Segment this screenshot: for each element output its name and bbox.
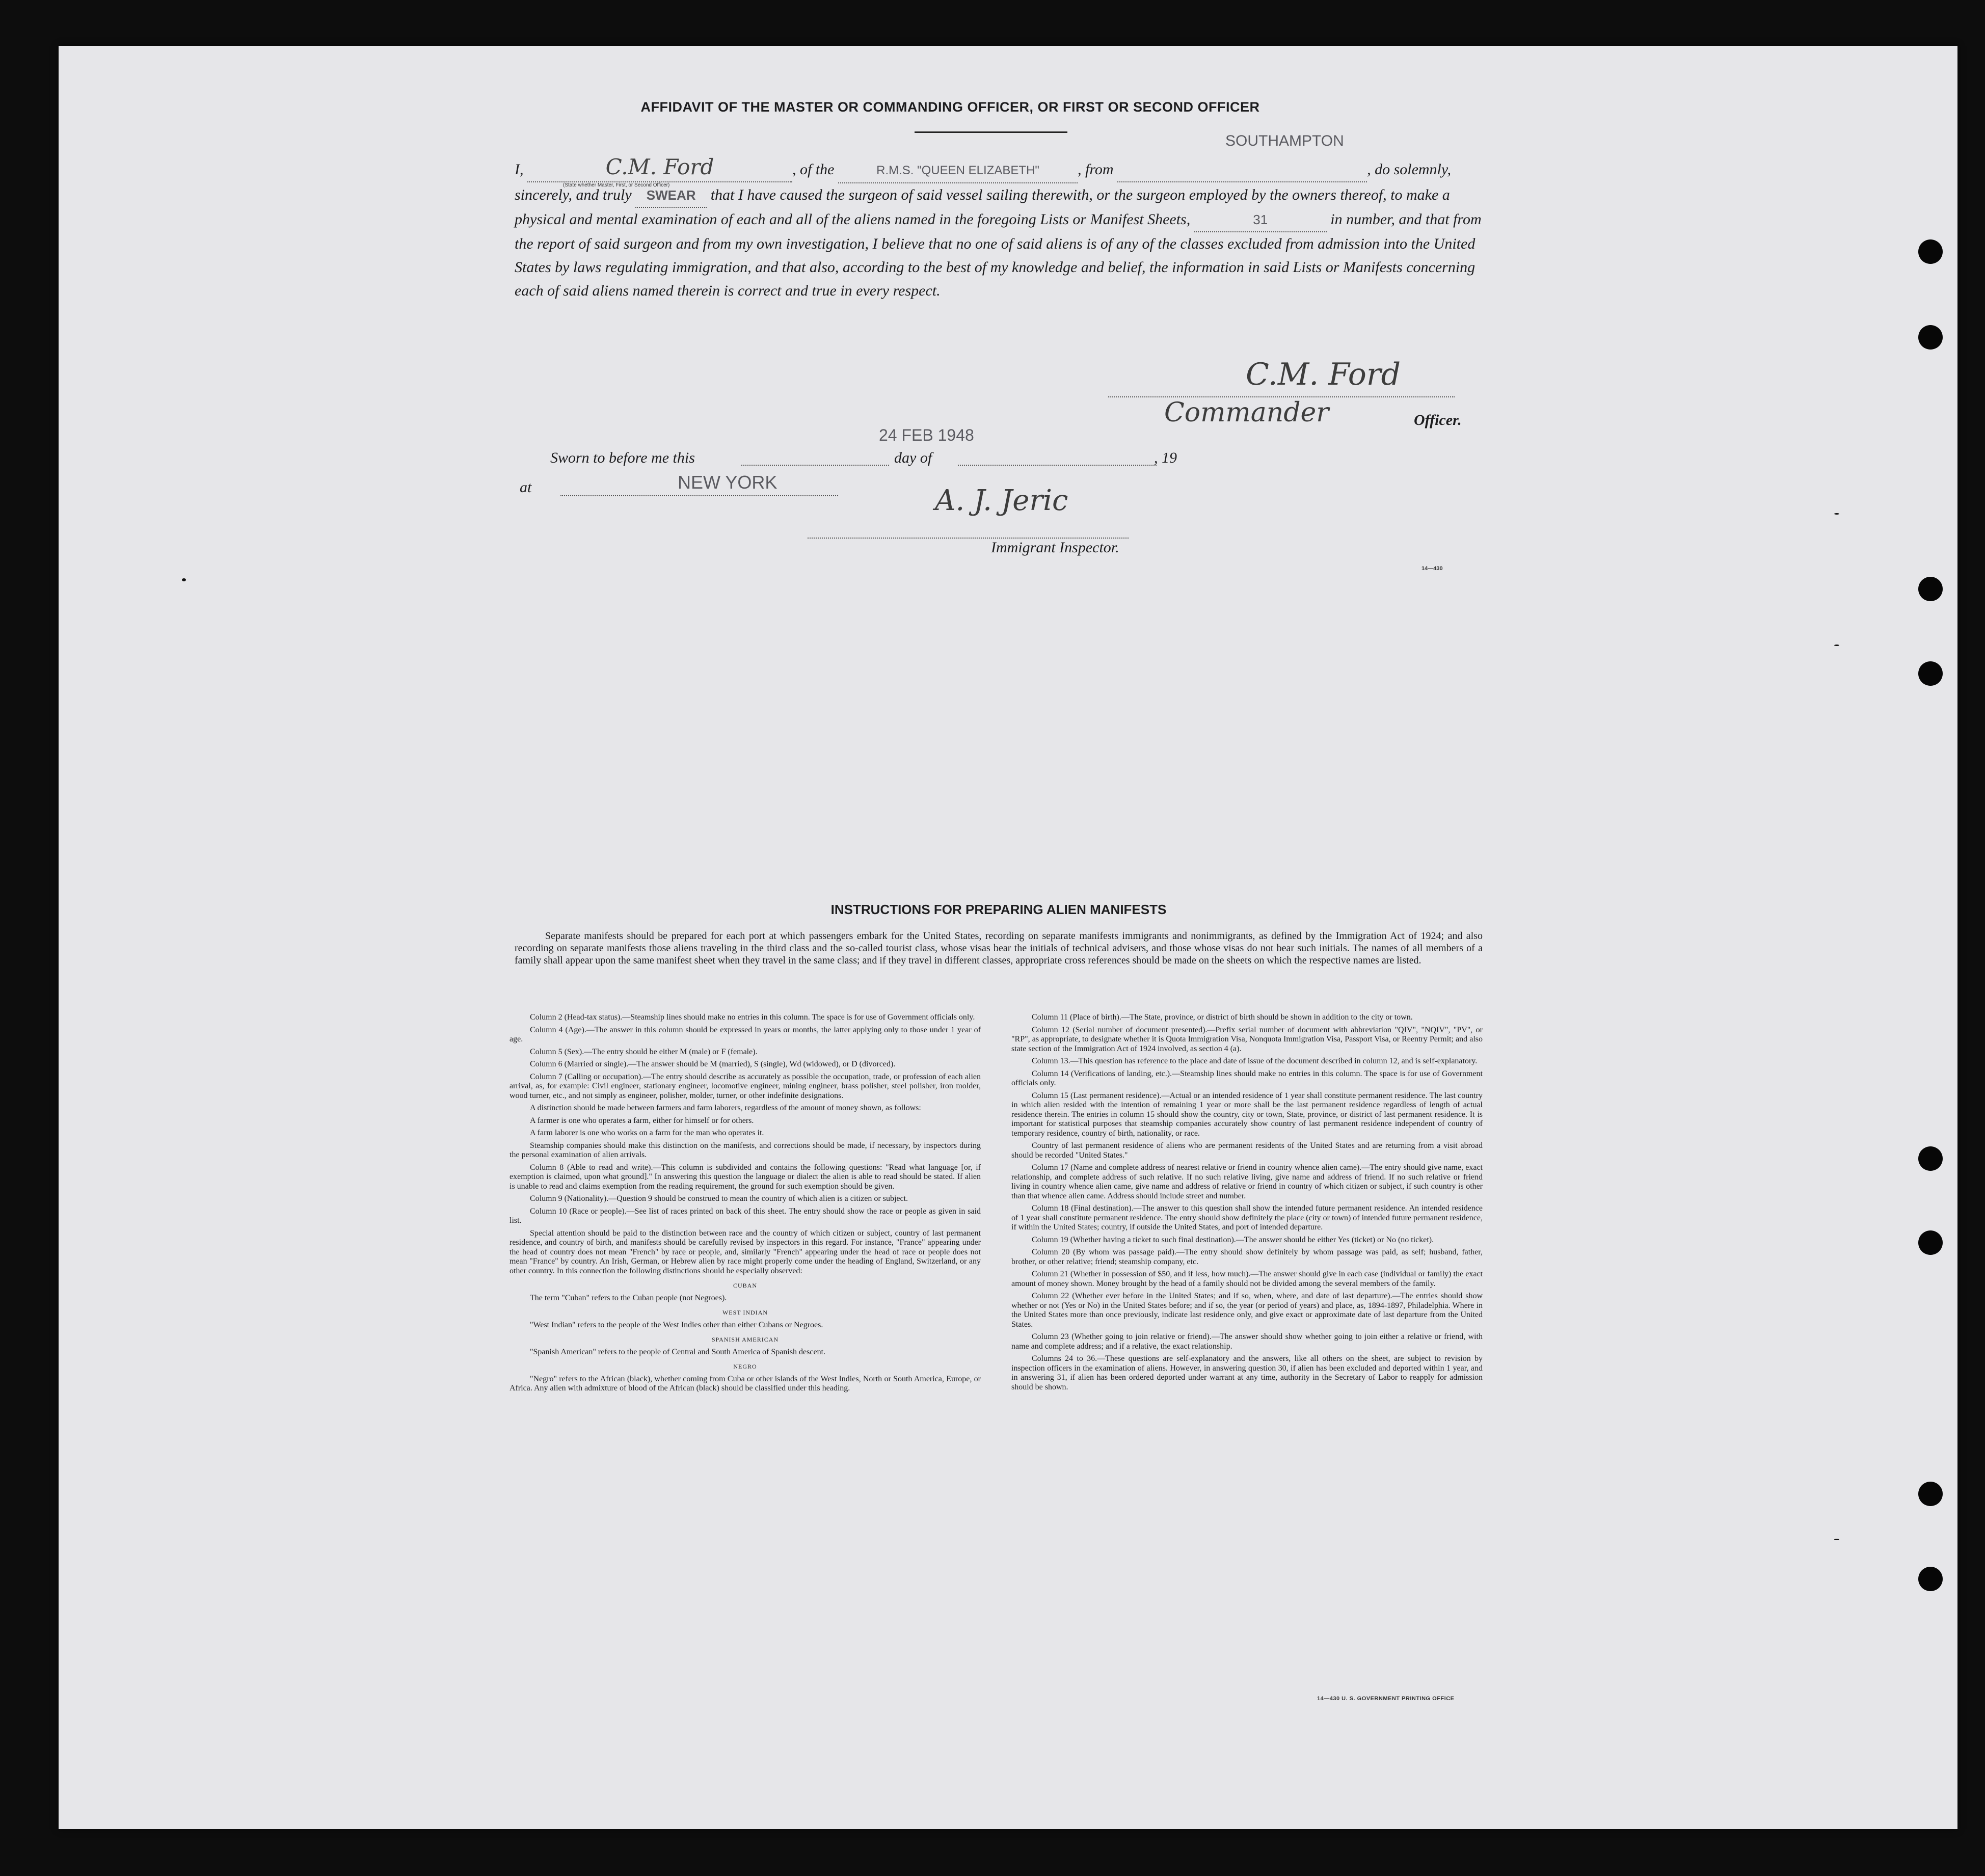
west-indian-heading: WEST INDIAN — [722, 1309, 768, 1316]
instruction-paragraph: "Negro" refers to the African (black), whether coming from Cuba or other islands of the West Indies, North or South America, Europe, or Africa. Any alien with admixture of blood of the African (black) should be classified under this heading. — [509, 1374, 981, 1392]
punch-hole — [1918, 325, 1943, 350]
officer-note: (State whether Master, First, or Second Officer) — [563, 182, 670, 188]
master-name-handwriting: C.M. Ford — [605, 154, 714, 179]
affidavit-text: , of the — [792, 161, 835, 178]
affidavit-text: that I have caused the surgeon of said vessel sailing therewith, or the surgeon employed by the owners thereof, to make a physical and mental examination of each and all of the aliens named in the foregoing Lists or Manifest Sheets, — [515, 186, 1450, 228]
speck — [1834, 645, 1839, 646]
affidavit-text: , from — [1078, 161, 1114, 178]
instruction-paragraph: Column 6 (Married or single).—The answer should be M (married), S (single), Wd (widowed), or D (divorced). — [530, 1060, 896, 1068]
affidavit-title: AFFIDAVIT OF THE MASTER OR COMMANDING OFFICER, OR FIRST OR SECOND OFFICER — [640, 99, 1260, 115]
instruction-paragraph: Column 23 (Whether going to join relative or friend).—The answer should show whether going to join either a relative or friend, with name and complete address; and if a relative, the exact relationship. — [1011, 1332, 1483, 1351]
instruction-paragraph: The term "Cuban" refers to the Cuban people (not Negroes). — [530, 1293, 727, 1302]
day-line — [741, 465, 889, 466]
negro-heading: NEGRO — [733, 1363, 757, 1370]
punch-hole — [1918, 577, 1943, 601]
instruction-paragraph: "Spanish American" refers to the people of Central and South America of Spanish descent. — [530, 1347, 826, 1356]
instruction-paragraph: Column 10 (Race or people).—See list of races printed on back of this sheet. The entry should show the race or people as given in said list. — [509, 1207, 981, 1225]
port-field — [1117, 158, 1367, 182]
instructions-left-column — [509, 1013, 981, 1397]
instruction-paragraph: Column 2 (Head-tax status).—Steamship lines should make no entries in this column. The space is for use of Government officials only. — [530, 1013, 975, 1022]
instruction-paragraph: A distinction should be made between farmers and farm laborers, regardless of the amount of money shown, as follows: — [530, 1104, 921, 1112]
sheets-count: 31 — [1253, 212, 1268, 227]
day-label: day of — [894, 449, 932, 466]
instruction-paragraph: Column 17 (Name and complete address of nearest relative or friend in country whence alien came).—The entry should give name, exact relationship, and complete address of such relative. If no such relative living, give name and address of friend. If no such relative or friend living in country whence alien came, give name and address of relative or friend in country of which citizen or subject, if such country is other than that whence alien came. Address should include street and number. — [1011, 1163, 1483, 1200]
title-rule — [915, 131, 1067, 133]
spanish-american-heading: SPANISH AMERICAN — [711, 1336, 779, 1343]
instruction-paragraph: Column 9 (Nationality).—Question 9 should be construed to mean the country of which alien is a citizen or subject. — [530, 1194, 908, 1203]
instruction-paragraph: Special attention should be paid to the distinction between race and the country of which citizen or subject, country of last permanent residence, and country of birth, and manifests should be carefully revised by inspectors in this regard. For instance, "France" appearing under the head of country does not mean "French" by race or people, and, similarly "French" appearing under the head of race or people does not mean "France" by country. An Irish, German, or Hebrew alien by race might properly come under the heading of England, Switzerland, or any other country. In this connection the following distinctions should be especially observed: — [509, 1228, 981, 1275]
at-label: at — [520, 479, 532, 496]
instruction-paragraph: Column 5 (Sex).—The entry should be either M (male) or F (female). — [530, 1047, 758, 1056]
instruction-paragraph: Country of last permanent residence of aliens who are permanent residents of the United States and are returning from a visit abroad should be recorded "United States." — [1011, 1141, 1483, 1160]
instruction-paragraph: Column 22 (Whether ever before in the United States; and if so, when, where, and date of last departure).—The entries should show whether or not (Yes or No) in the United States before; and if so, the year (or period of years) and place, as, 1894-1897, Philadelphia. Where in the United States more than once previously, indicate last residence only, and give exact or approximate date of last departure from the United States. — [1011, 1292, 1483, 1329]
instruction-paragraph: Column 18 (Final destination).—The answer to this question shall show the intended future permanent residence. An intended residence of 1 year shall constitute permanent residence. The entry should show definitely the place (city or town) of intended future permanent residence, if within the United States; country, if outside the United States, and port of intended departure. — [1011, 1204, 1483, 1231]
place-line — [560, 495, 838, 496]
instruction-paragraph: Column 21 (Whether in possession of $50, and if less, how much).—The answer should give in each case (individual or family) the exact amount of money shown. Money brought by the head of a family should not be divided among the several members of the family. — [1011, 1270, 1483, 1288]
punch-hole — [1918, 1567, 1943, 1591]
port-stamp: SOUTHAMPTON — [1225, 132, 1344, 149]
swear-stamp: SWEAR — [646, 187, 696, 203]
year-label: , 19 — [1154, 449, 1177, 466]
form-number: 14—430 — [1421, 566, 1443, 572]
instructions-title: INSTRUCTIONS FOR PREPARING ALIEN MANIFESTS — [830, 902, 1167, 917]
speck — [1834, 1539, 1839, 1540]
vessel-stamp: R.M.S. "QUEEN ELIZABETH" — [876, 164, 1039, 177]
instruction-paragraph: A farmer is one who operates a farm, either for himself or for others. — [530, 1116, 754, 1125]
instruction-paragraph: A farm laborer is one who works on a farm for the man who operates it. — [530, 1129, 764, 1137]
affidavit-text: I, — [515, 161, 524, 178]
instruction-paragraph: Column 7 (Calling or occupation).—The entry should describe as accurately as possible the occupation, trade, or profession of each alien arrival, as, for example: Civil engineer, stationary engineer, locomotive engineer, mining engineer, brass polisher, steel polisher, iron molder, wood turner, etc., and not simply as engineer, polisher, molder, turner, or other indefinite designations. — [509, 1072, 981, 1100]
instruction-paragraph: Column 11 (Place of birth).—The State, province, or district of birth should be shown in addition to the city or town. — [1032, 1013, 1413, 1022]
place-stamp: NEW YORK — [678, 472, 777, 493]
inspector-line — [808, 538, 1129, 539]
instructions-right-column — [1011, 1013, 1483, 1395]
instruction-paragraph: Column 15 (Last permanent residence).—Actual or an intended residence of 1 year shall constitute permanent residence. The last country in which alien resided with the intention of remaining 1 year or more shall be the last permanent residence regardless of length of actual residence therein. The entries in column 15 should show the country, city or town, State, province, or district of last permanent residence. It is important for statistical purposes that steamship companies accurately show country of last permanent residence independent of country of temporary residence, country of birth, nationality, or race. — [1011, 1091, 1483, 1138]
date-stamp: 24 FEB 1948 — [879, 426, 974, 444]
affidavit-body — [515, 155, 1483, 303]
instruction-paragraph: Column 14 (Verifications of landing, etc.).—Steamship lines should make no entries in this column. The space is for use of Government officials only. — [1011, 1069, 1483, 1087]
punch-hole — [1918, 1230, 1943, 1255]
rank-handwriting: Commander — [1164, 397, 1329, 428]
affidavit-text: , do solemnly, sincerely, and truly — [515, 161, 1452, 203]
vessel-field — [838, 158, 1078, 183]
punch-hole — [1918, 661, 1943, 686]
instruction-paragraph: Columns 24 to 36.—These questions are self-explanatory and the answers, like all others on the sheet, are subject to revision by inspection officers in the examination of aliens. However, in answering question 30, if alien has been excluded and deported within 1 year, and in answering 31, if alien has been ordered deported under warrant at any time, authority in the Secretary of Labor to reapply for admission should be shown. — [1011, 1354, 1483, 1391]
month-line — [958, 465, 1157, 466]
document-page — [59, 46, 1957, 1829]
sworn-label: Sworn to before me this — [550, 449, 695, 466]
instruction-paragraph: Steamship companies should make this distinction on the manifests, and corrections should be made, if necessary, by inspectors during the personal examination of alien arrivals. — [509, 1141, 981, 1159]
speck — [1834, 513, 1839, 515]
instructions-intro: Separate manifests should be prepared for each port at which passengers embark for the United States, recording on separate manifests immigrants and nonimmigrants, as defined by the Immigration Act of 1924; and also recording on separate manifests those aliens traveling in the third class and the so-called tourist class, whose visas bear the initials of technical advisers, and those whose visas do not bear such initials. The names of all members of a family shall appear upon the same manifest sheet when they travel in the same class; and if they travel in different classes, appropriate cross references should be made on the sheets on which the respective names are listed. — [515, 930, 1483, 966]
affidavit-text: in number, and that from the report of said surgeon and from my own investigation, I believe that no one of said aliens is of any of the classes excluded from admission into the United States by laws regulating immigration, and that also, according to the best of my knowledge and belief, the information in said Lists or Manifests concerning each of said aliens named therein is correct and true in every respect. — [515, 211, 1482, 299]
punch-hole — [1918, 1146, 1943, 1171]
cuban-heading: CUBAN — [733, 1282, 757, 1289]
officer-label: Officer. — [1414, 412, 1462, 428]
instruction-paragraph: Column 13.—This question has reference to the place and date of issue of the document described in column 12, and is self-explanatory. — [1032, 1057, 1478, 1065]
printing-office-footer: 14—430 U. S. GOVERNMENT PRINTING OFFICE — [1317, 1696, 1455, 1702]
instruction-paragraph: "West Indian" refers to the people of the West Indies other than either Cubans or Negroes. — [530, 1320, 823, 1329]
master-name-field — [527, 154, 792, 188]
inspector-label: Immigrant Inspector. — [991, 539, 1119, 556]
punch-hole — [1918, 239, 1943, 264]
inspector-signature: A. J. Jeric — [935, 484, 1068, 517]
instruction-paragraph: Column 19 (Whether having a ticket to such final destination).—The answer should be either Yes (ticket) or No (no ticket). — [1032, 1235, 1434, 1244]
instruction-paragraph: Column 20 (By whom was passage paid).—The entry should show definitely by whom passage was paid, as self; husband, father, brother, or other relative; friend; steamship company, etc. — [1011, 1248, 1483, 1266]
speck — [182, 578, 186, 581]
instruction-paragraph: Column 12 (Serial number of document presented).—Prefix serial number of document with abbreviation "QIV", "NQIV", "PV", or "RP", as appropriate, to designate whether it is Quota Immigration Visa, Nonquota Immigration Visa, Passport Visa, or Reentry Permit; and also state section of the Immigration Act of 1924 involved, as section 4 (a). — [1011, 1025, 1483, 1053]
master-signature: C.M. Ford — [1246, 357, 1401, 392]
instruction-paragraph: Column 8 (Able to read and write).—This column is subdivided and contains the following questions: "Read what language [or, if exemption is claimed, upon what ground]." In answering this question the language or dialect the alien is able to read should be stated. If alien is unable to read and claims exemption from the reading requirement, the ground for such exemption should be given. — [509, 1163, 981, 1191]
sheets-count-field — [1194, 208, 1327, 232]
punch-hole — [1918, 1482, 1943, 1506]
instruction-paragraph: Column 4 (Age).—The answer in this column should be expressed in years or months, the latter applying only to those under 1 year of age. — [509, 1025, 981, 1043]
